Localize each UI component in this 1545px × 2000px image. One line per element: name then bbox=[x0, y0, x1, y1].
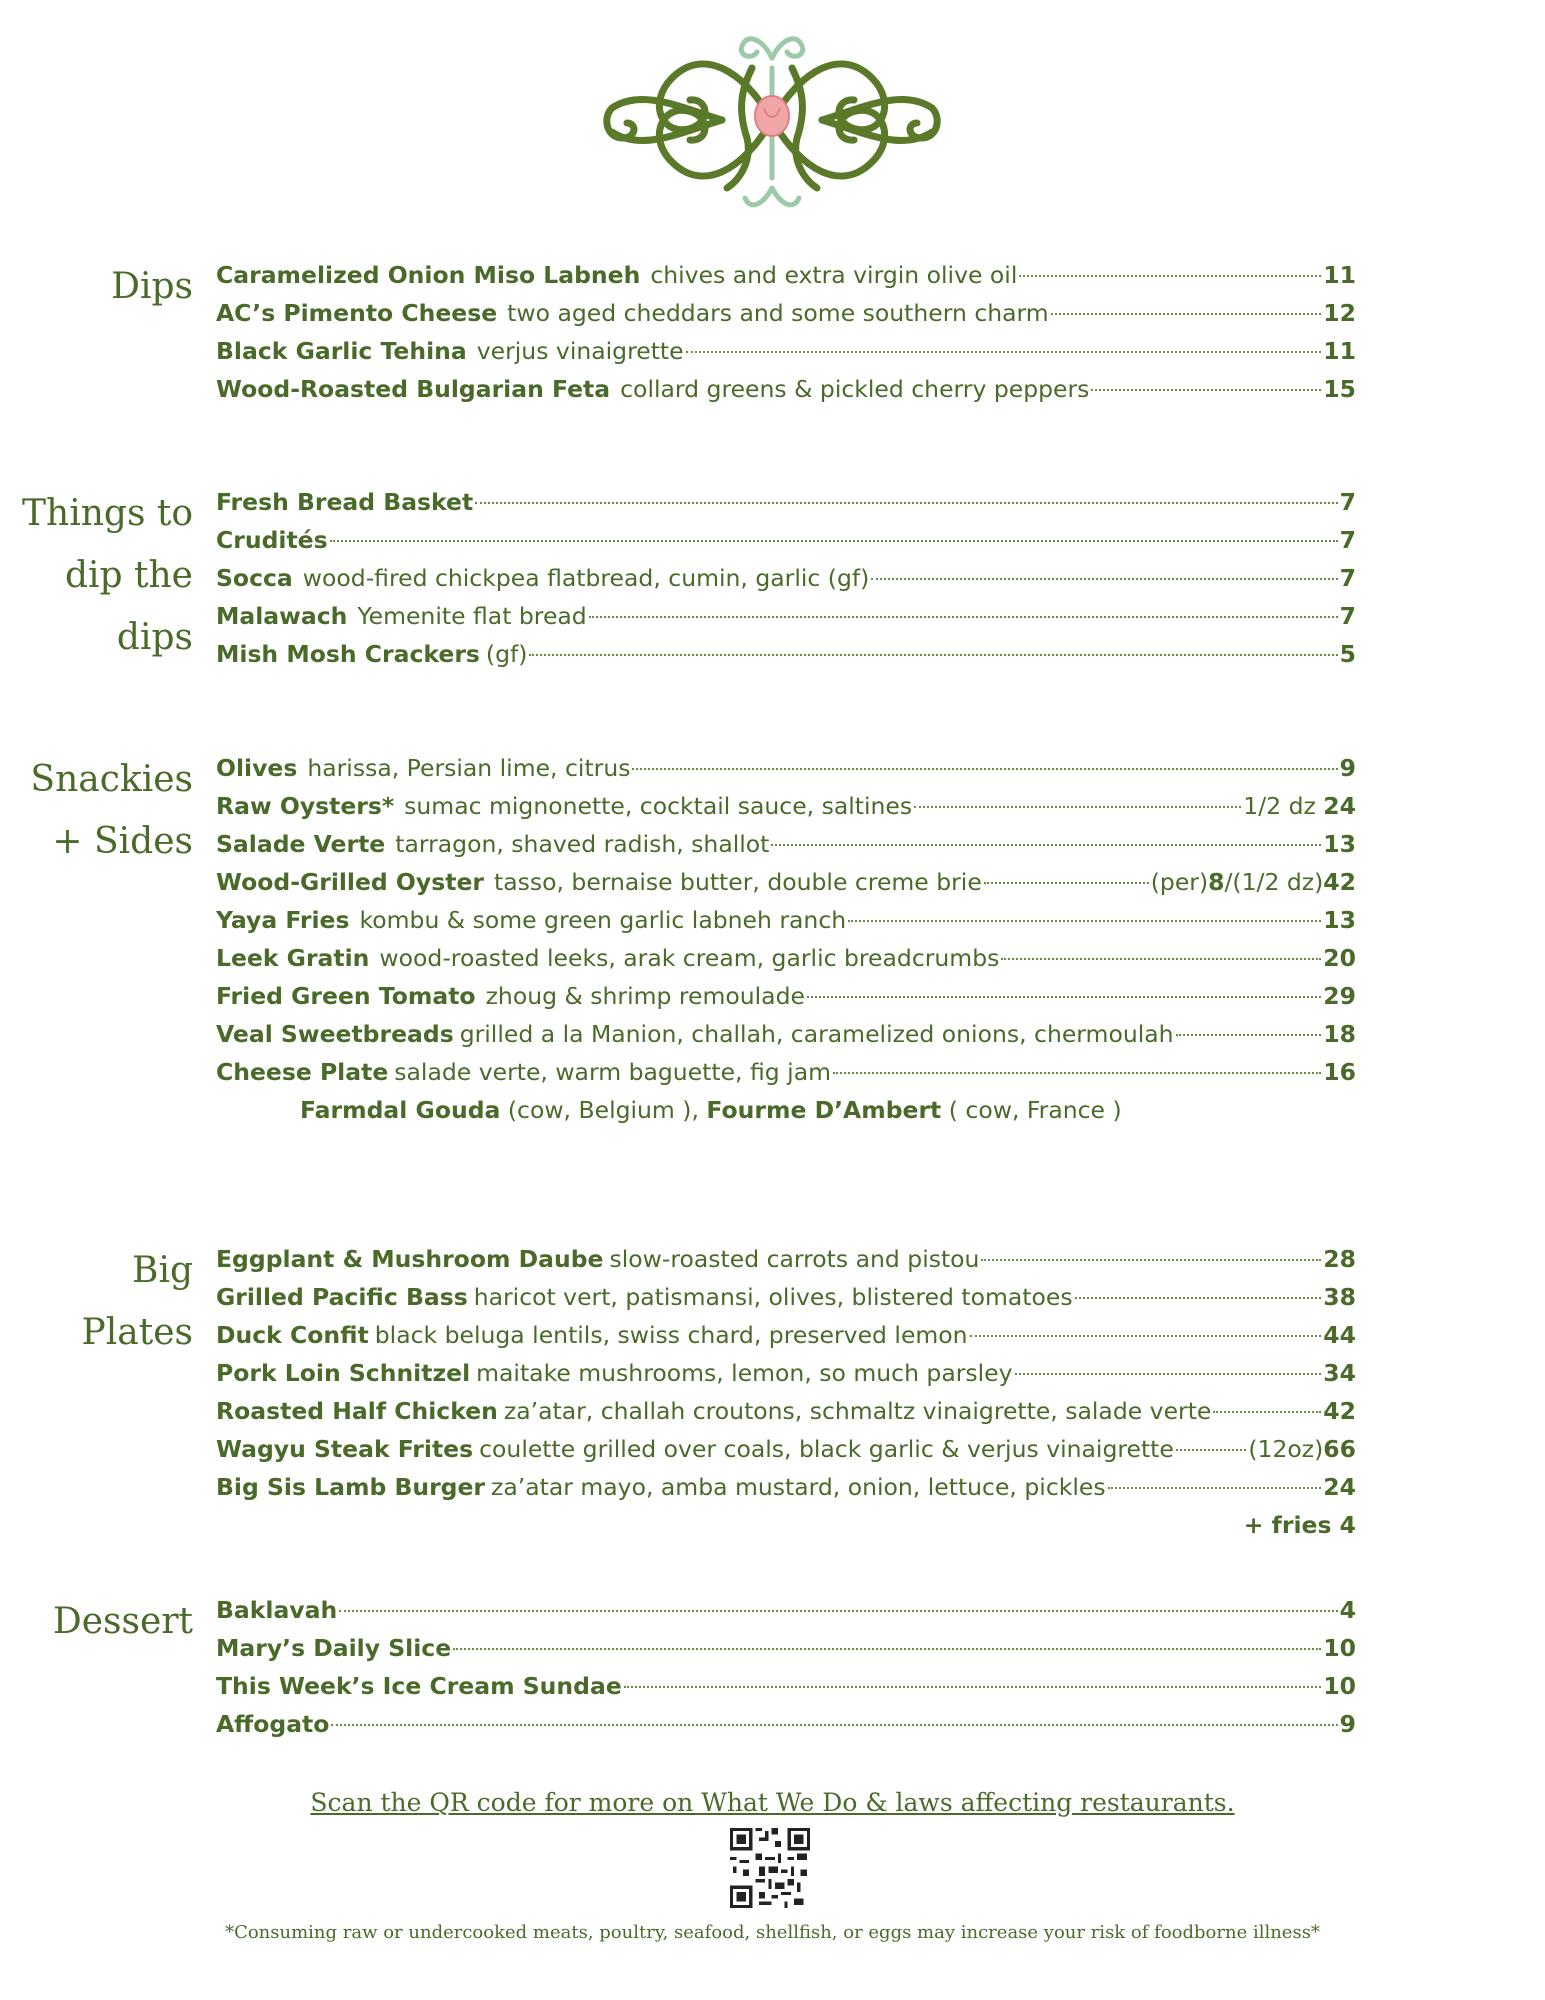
dot-leader bbox=[1176, 1034, 1322, 1036]
item-desc: tarragon, shaved radish, shallot bbox=[395, 830, 770, 858]
price-prefix: (12oz) bbox=[1248, 1435, 1324, 1463]
dot-leader bbox=[807, 996, 1321, 998]
dot-leader bbox=[331, 1724, 1337, 1726]
item-price: 7 bbox=[1339, 526, 1356, 554]
item-desc: slow-roasted carrots and pistou bbox=[609, 1245, 980, 1273]
menu-item bbox=[216, 1316, 1356, 1354]
menu-item bbox=[216, 635, 1356, 673]
cheese-detail: ( cow, France ) bbox=[948, 1096, 1122, 1124]
dot-leader bbox=[339, 1610, 1337, 1612]
item-list bbox=[216, 483, 1356, 673]
item-desc: haricot vert, patismansi, olives, blistered tomatoes bbox=[473, 1283, 1073, 1311]
item-price-2: 42 bbox=[1323, 868, 1356, 896]
item-desc: Yemenite flat bread bbox=[357, 602, 587, 630]
art-nouveau-flourish-icon bbox=[602, 28, 942, 213]
item-name: This Week’s Ice Cream Sundae bbox=[216, 1672, 622, 1700]
dot-leader bbox=[1051, 313, 1322, 315]
menu-item bbox=[216, 1278, 1356, 1316]
item-price: 44 bbox=[1323, 1321, 1356, 1349]
item-name: Raw Oysters* bbox=[216, 792, 395, 820]
item-name: Roasted Half Chicken bbox=[216, 1397, 498, 1425]
item-list bbox=[216, 1240, 1356, 1544]
dot-leader bbox=[1001, 958, 1321, 960]
menu-item bbox=[216, 787, 1356, 825]
item-name: Salade Verte bbox=[216, 830, 386, 858]
item-name: Eggplant & Mushroom Daube bbox=[216, 1245, 604, 1273]
item-desc: salade verte, warm baguette, fig jam bbox=[394, 1058, 831, 1086]
menu-item bbox=[216, 294, 1356, 332]
qr-caption-link[interactable]: Scan the QR code for more on What We Do & laws affecting restaurants. bbox=[310, 1788, 1235, 1817]
item-price: 10 bbox=[1323, 1672, 1356, 1700]
cheese-name: Farmdal Gouda bbox=[300, 1096, 501, 1124]
item-price: 29 bbox=[1323, 982, 1356, 1010]
item-name: Mary’s Daily Slice bbox=[216, 1634, 452, 1662]
item-price: 28 bbox=[1323, 1245, 1356, 1273]
item-price: 11 bbox=[1323, 261, 1356, 289]
item-price: 38 bbox=[1323, 1283, 1356, 1311]
dot-leader bbox=[475, 502, 1337, 504]
dot-leader bbox=[453, 1648, 1321, 1650]
item-desc: black beluga lentils, swiss chard, preserved lemon bbox=[374, 1321, 968, 1349]
item-price: 10 bbox=[1323, 1634, 1356, 1662]
item-desc: wood-fired chickpea flatbread, cumin, garlic (gf) bbox=[302, 564, 870, 592]
item-name: Leek Gratin bbox=[216, 944, 370, 972]
dot-leader bbox=[1075, 1297, 1322, 1299]
item-list bbox=[216, 1591, 1356, 1743]
cheese-list bbox=[216, 1091, 1356, 1129]
item-name: Grilled Pacific Bass bbox=[216, 1283, 468, 1311]
item-price: 20 bbox=[1323, 944, 1356, 972]
menu-item bbox=[216, 559, 1356, 597]
section-title-line: Dessert bbox=[52, 1601, 193, 1642]
menu-item bbox=[216, 521, 1356, 559]
item-price: 9 bbox=[1339, 1710, 1356, 1738]
item-desc: zhoug & shrimp remoulade bbox=[485, 982, 805, 1010]
dot-leader bbox=[686, 351, 1322, 353]
section-title-line: Plates bbox=[81, 1312, 193, 1353]
dot-leader bbox=[1019, 275, 1321, 277]
item-price: 42 bbox=[1323, 1397, 1356, 1425]
item-price: 12 bbox=[1323, 299, 1356, 327]
menu-item bbox=[216, 977, 1356, 1015]
item-price: 7 bbox=[1339, 564, 1356, 592]
item-desc: chives and extra virgin olive oil bbox=[650, 261, 1018, 289]
food-safety-disclaimer: *Consuming raw or undercooked meats, poultry, seafood, shellfish, or eggs may increase your risk of foodborne illness* bbox=[225, 1922, 1320, 1943]
menu-item bbox=[216, 749, 1356, 787]
dot-leader bbox=[529, 654, 1337, 656]
menu-item bbox=[216, 1468, 1356, 1506]
item-name: Affogato bbox=[216, 1710, 330, 1738]
item-name: Duck Confit bbox=[216, 1321, 369, 1349]
section-title-things-to-dip bbox=[22, 483, 193, 669]
item-price: 15 bbox=[1323, 375, 1356, 403]
qr-code-icon[interactable] bbox=[730, 1828, 810, 1908]
section-title-line: + Sides bbox=[52, 821, 193, 862]
dot-leader bbox=[833, 1072, 1321, 1074]
dot-leader bbox=[981, 1259, 1321, 1261]
menu-item bbox=[216, 1240, 1356, 1278]
dot-leader bbox=[848, 920, 1321, 922]
item-desc: maitake mushrooms, lemon, so much parsley bbox=[476, 1359, 1013, 1387]
section-title-big-plates bbox=[82, 1240, 193, 1364]
item-name: Olives bbox=[216, 754, 298, 782]
menu-item bbox=[216, 863, 1356, 901]
item-name: Mish Mosh Crackers bbox=[216, 640, 480, 668]
item-name: Wood-Grilled Oyster bbox=[216, 868, 484, 896]
item-name: Baklavah bbox=[216, 1596, 338, 1624]
menu-item bbox=[216, 1629, 1356, 1667]
item-price: 8 bbox=[1208, 868, 1225, 896]
section-title-dessert bbox=[53, 1591, 193, 1653]
item-price: 66 bbox=[1323, 1435, 1356, 1463]
item-desc: tasso, bernaise butter, double creme brie bbox=[493, 868, 982, 896]
menu-item bbox=[216, 1392, 1356, 1430]
dot-leader bbox=[1213, 1411, 1321, 1413]
item-name: Wood-Roasted Bulgarian Feta bbox=[216, 375, 611, 403]
dot-leader bbox=[970, 1335, 1322, 1337]
dot-leader bbox=[624, 1686, 1322, 1688]
menu-item bbox=[216, 370, 1356, 408]
dot-leader bbox=[1091, 389, 1321, 391]
dot-leader bbox=[632, 768, 1337, 770]
menu-item bbox=[216, 1354, 1356, 1392]
section-title-line: Dips bbox=[111, 266, 193, 307]
item-price: 24 bbox=[1323, 792, 1356, 820]
item-price: 13 bbox=[1323, 906, 1356, 934]
menu-item bbox=[216, 256, 1356, 294]
menu-item bbox=[216, 483, 1356, 521]
menu-item bbox=[216, 1705, 1356, 1743]
item-list bbox=[216, 749, 1356, 1129]
item-desc: coulette grilled over coals, black garlic & verjus vinaigrette bbox=[479, 1435, 1174, 1463]
menu-item bbox=[216, 1015, 1356, 1053]
item-name: Big Sis Lamb Burger bbox=[216, 1473, 486, 1501]
section-title-line: Big bbox=[131, 1250, 193, 1291]
item-desc: two aged cheddars and some southern charm bbox=[507, 299, 1049, 327]
item-desc: (gf) bbox=[485, 640, 528, 668]
menu-item bbox=[216, 332, 1356, 370]
menu-item bbox=[216, 901, 1356, 939]
section-title-dips bbox=[111, 256, 193, 318]
menu-item bbox=[216, 939, 1356, 977]
dot-leader bbox=[589, 616, 1338, 618]
menu-item bbox=[216, 1667, 1356, 1705]
section-title-line: dips bbox=[116, 617, 193, 658]
dot-leader bbox=[1176, 1449, 1246, 1451]
item-name: AC’s Pimento Cheese bbox=[216, 299, 498, 327]
item-name: Malawach bbox=[216, 602, 348, 630]
item-name: Fried Green Tomato bbox=[216, 982, 476, 1010]
item-price: 9 bbox=[1339, 754, 1356, 782]
item-price: 34 bbox=[1323, 1359, 1356, 1387]
item-desc: verjus vinaigrette bbox=[476, 337, 684, 365]
item-desc: collard greens & pickled cherry peppers bbox=[620, 375, 1090, 403]
cheese-name: Fourme D’Ambert bbox=[706, 1096, 942, 1124]
item-name: Fresh Bread Basket bbox=[216, 488, 474, 516]
item-name: Cheese Plate bbox=[216, 1058, 389, 1086]
item-desc: za’atar mayo, amba mustard, onion, lettuce, pickles bbox=[491, 1473, 1106, 1501]
dot-leader bbox=[1015, 1373, 1322, 1375]
dot-leader bbox=[984, 882, 1149, 884]
item-desc: harissa, Persian lime, citrus bbox=[307, 754, 631, 782]
item-name: Black Garlic Tehina bbox=[216, 337, 467, 365]
menu-item bbox=[216, 825, 1356, 863]
price-prefix: (per) bbox=[1150, 868, 1209, 896]
item-desc: grilled a la Manion, challah, caramelized onions, chermoulah bbox=[459, 1020, 1174, 1048]
item-name: Veal Sweetbreads bbox=[216, 1020, 454, 1048]
dot-leader bbox=[1108, 1487, 1322, 1489]
dot-leader bbox=[771, 844, 1321, 846]
dot-leader bbox=[914, 806, 1241, 808]
item-desc: sumac mignonette, cocktail sauce, saltines bbox=[404, 792, 913, 820]
item-name: Socca bbox=[216, 564, 293, 592]
item-desc: wood-roasted leeks, arak cream, garlic breadcrumbs bbox=[379, 944, 1000, 972]
item-name: Yaya Fries bbox=[216, 906, 350, 934]
item-name: Crudités bbox=[216, 526, 328, 554]
menu-item bbox=[216, 597, 1356, 635]
item-price: 7 bbox=[1339, 488, 1356, 516]
item-price: 13 bbox=[1323, 830, 1356, 858]
item-price: 5 bbox=[1339, 640, 1356, 668]
item-name: Pork Loin Schnitzel bbox=[216, 1359, 471, 1387]
price-mid: /(1/2 dz) bbox=[1224, 868, 1324, 896]
price-prefix: 1/2 dz bbox=[1243, 792, 1324, 820]
item-price: 16 bbox=[1323, 1058, 1356, 1086]
menu-item bbox=[216, 1591, 1356, 1629]
dot-leader bbox=[871, 578, 1337, 580]
item-price: 24 bbox=[1323, 1473, 1356, 1501]
item-list bbox=[216, 256, 1356, 408]
menu-item bbox=[216, 1430, 1356, 1468]
item-price: 4 bbox=[1339, 1596, 1356, 1624]
item-name: Wagyu Steak Frites bbox=[216, 1435, 474, 1463]
item-desc: kombu & some green garlic labneh ranch bbox=[359, 906, 847, 934]
section-title-line: dip the bbox=[64, 555, 193, 596]
item-desc: za’atar, challah croutons, schmaltz vinaigrette, salade verte bbox=[503, 1397, 1212, 1425]
section-title-snackies bbox=[30, 749, 193, 873]
item-price: 18 bbox=[1323, 1020, 1356, 1048]
cheese-detail: (cow, Belgium ), bbox=[507, 1096, 699, 1124]
section-title-line: Snackies bbox=[30, 759, 193, 800]
section-title-line: Things to bbox=[22, 493, 193, 534]
item-price: 11 bbox=[1323, 337, 1356, 365]
menu-item bbox=[216, 1053, 1356, 1091]
fries-addon: + fries 4 bbox=[1243, 1511, 1356, 1539]
dot-leader bbox=[330, 540, 1338, 542]
item-name: Caramelized Onion Miso Labneh bbox=[216, 261, 641, 289]
item-price: 7 bbox=[1339, 602, 1356, 630]
